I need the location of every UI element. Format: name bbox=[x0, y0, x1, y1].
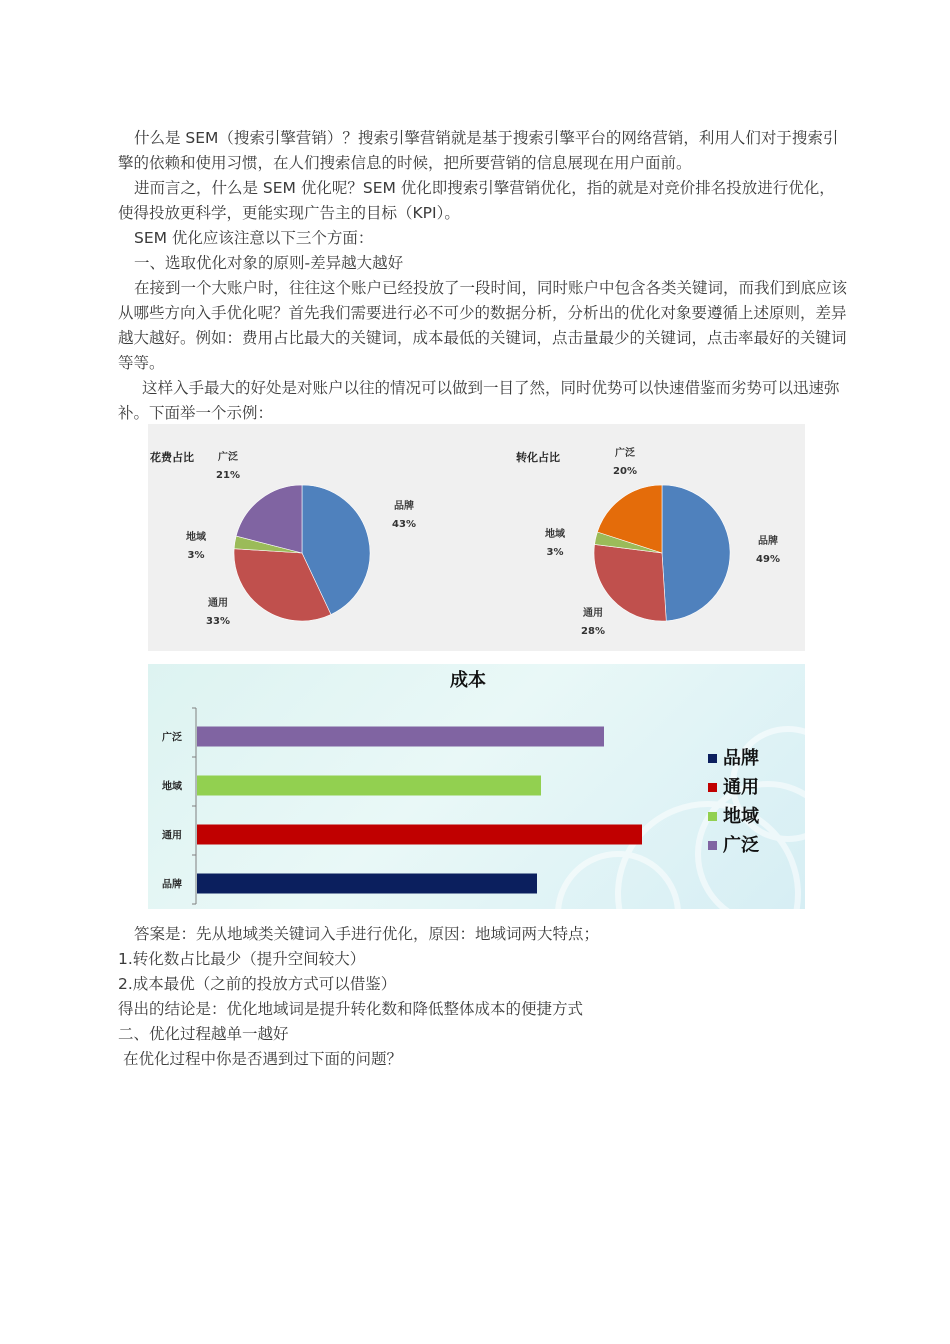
legend-label: 广泛 bbox=[723, 835, 759, 856]
pie-slice-percent: 33% bbox=[206, 616, 230, 627]
pie-slice-percent: 49% bbox=[756, 554, 780, 565]
legend-swatch bbox=[708, 783, 717, 792]
paragraph-large-account: 在接到一个大账户时，往往这个账户已经投放了一段时间，同时账户中包含各类关键词，而我们到底应该从哪些方向入手优化呢？首先我们需要进行必不可少的数据分析，分析出的优化对象要遵循上述原则，差异越大越好。例如：费用占比最大的关键词，成本最低的关键词，点击量最少的关键词，点击率最好的关键词等等。 bbox=[118, 279, 848, 372]
pie-charts-panel bbox=[148, 424, 805, 651]
pie-slice-label: 通用 bbox=[208, 598, 228, 609]
legend-swatch bbox=[708, 754, 717, 763]
paragraph-conclusion: 得出的结论是：优化地域词是提升转化数和降低整体成本的便捷方式 bbox=[118, 1000, 584, 1018]
category-label: 地域 bbox=[162, 781, 182, 793]
pie-slice-label: 地域 bbox=[545, 529, 565, 540]
heading-section-two: 二、优化过程越单一越好 bbox=[118, 1025, 289, 1043]
bar-品牌 bbox=[197, 874, 537, 894]
intro-text-block bbox=[118, 126, 848, 426]
background-swirl-decoration bbox=[558, 729, 805, 909]
pie-slice-percent: 43% bbox=[392, 519, 416, 530]
conclusion-text-block bbox=[118, 922, 848, 1072]
pie-slice-label: 品牌 bbox=[758, 536, 778, 547]
bar-chart bbox=[162, 669, 805, 909]
paragraph-sem-optimization: 进而言之，什么是 SEM 优化呢？SEM 优化即搜索引擎营销优化，指的就是对竞价排名投放进行优化，使得投放更科学，更能实现广告主的目标（KPI）。 bbox=[118, 179, 835, 222]
pie-chart-2 bbox=[516, 446, 780, 637]
paragraph-three-aspects: SEM 优化应该注意以下三个方面： bbox=[134, 229, 374, 247]
pie-slice-label: 广泛 bbox=[615, 448, 635, 459]
paragraph-sem-definition: 什么是 SEM（搜索引擎营销）？搜索引擎营销就是基于搜索引擎平台的网络营销，利用人们对于搜索引擎的依赖和使用习惯，在人们搜索信息的时候，把所要营销的信息展现在用户面前。 bbox=[118, 129, 839, 172]
paragraph-answer: 答案是：先从地域类关键词入手进行优化，原因：地域词两大特点； bbox=[134, 925, 600, 943]
bar-chart-title: 成本 bbox=[450, 670, 486, 691]
pie-slice-percent: 3% bbox=[546, 547, 564, 558]
legend-label: 地域 bbox=[723, 806, 759, 827]
pie-chart-1 bbox=[149, 450, 416, 627]
category-label: 通用 bbox=[162, 830, 182, 842]
bar-广泛 bbox=[197, 727, 604, 747]
category-label: 品牌 bbox=[162, 879, 182, 891]
pie-slice-label: 广泛 bbox=[218, 452, 238, 463]
pie-slice-label: 地域 bbox=[186, 532, 206, 543]
bar-通用 bbox=[197, 825, 642, 845]
pie-slice-percent: 28% bbox=[581, 626, 605, 637]
legend-label: 通用 bbox=[723, 777, 759, 798]
pie-slice-label: 通用 bbox=[583, 608, 603, 619]
paragraph-example-intro: 这样入手最大的好处是对账户以往的情况可以做到一目了然，同时优势可以快速借鉴而劣势可以迅速弥补。下面举一个示例： bbox=[118, 379, 840, 422]
list-item-point-1: 1.转化数占比最少（提升空间较大） bbox=[118, 950, 366, 968]
paragraph-question: 在优化过程中你是否遇到过下面的问题？ bbox=[123, 1050, 403, 1068]
pie-slice-label: 品牌 bbox=[394, 501, 414, 512]
legend-label: 品牌 bbox=[723, 748, 759, 769]
legend-swatch bbox=[708, 841, 717, 850]
pie-slice-通用 bbox=[594, 544, 666, 621]
bar-地域 bbox=[197, 776, 541, 796]
pie-slice-percent: 20% bbox=[613, 466, 637, 477]
pie-slice-品牌 bbox=[662, 485, 730, 621]
cost-bar-chart-svg bbox=[148, 664, 805, 909]
cost-bar-chart-panel bbox=[148, 664, 805, 909]
legend-swatch bbox=[708, 812, 717, 821]
pie-slice-percent: 3% bbox=[187, 550, 205, 561]
pie-chart-title: 转化占比 bbox=[516, 451, 560, 464]
pie-charts-svg bbox=[148, 424, 805, 651]
heading-section-one: 一、选取优化对象的原则-差异越大越好 bbox=[134, 254, 404, 272]
pie-slice-percent: 21% bbox=[216, 470, 240, 481]
category-label: 广泛 bbox=[162, 732, 182, 744]
pie-chart-title: 花费占比 bbox=[150, 451, 194, 464]
list-item-point-2: 2.成本最优（之前的投放方式可以借鉴） bbox=[118, 975, 397, 993]
